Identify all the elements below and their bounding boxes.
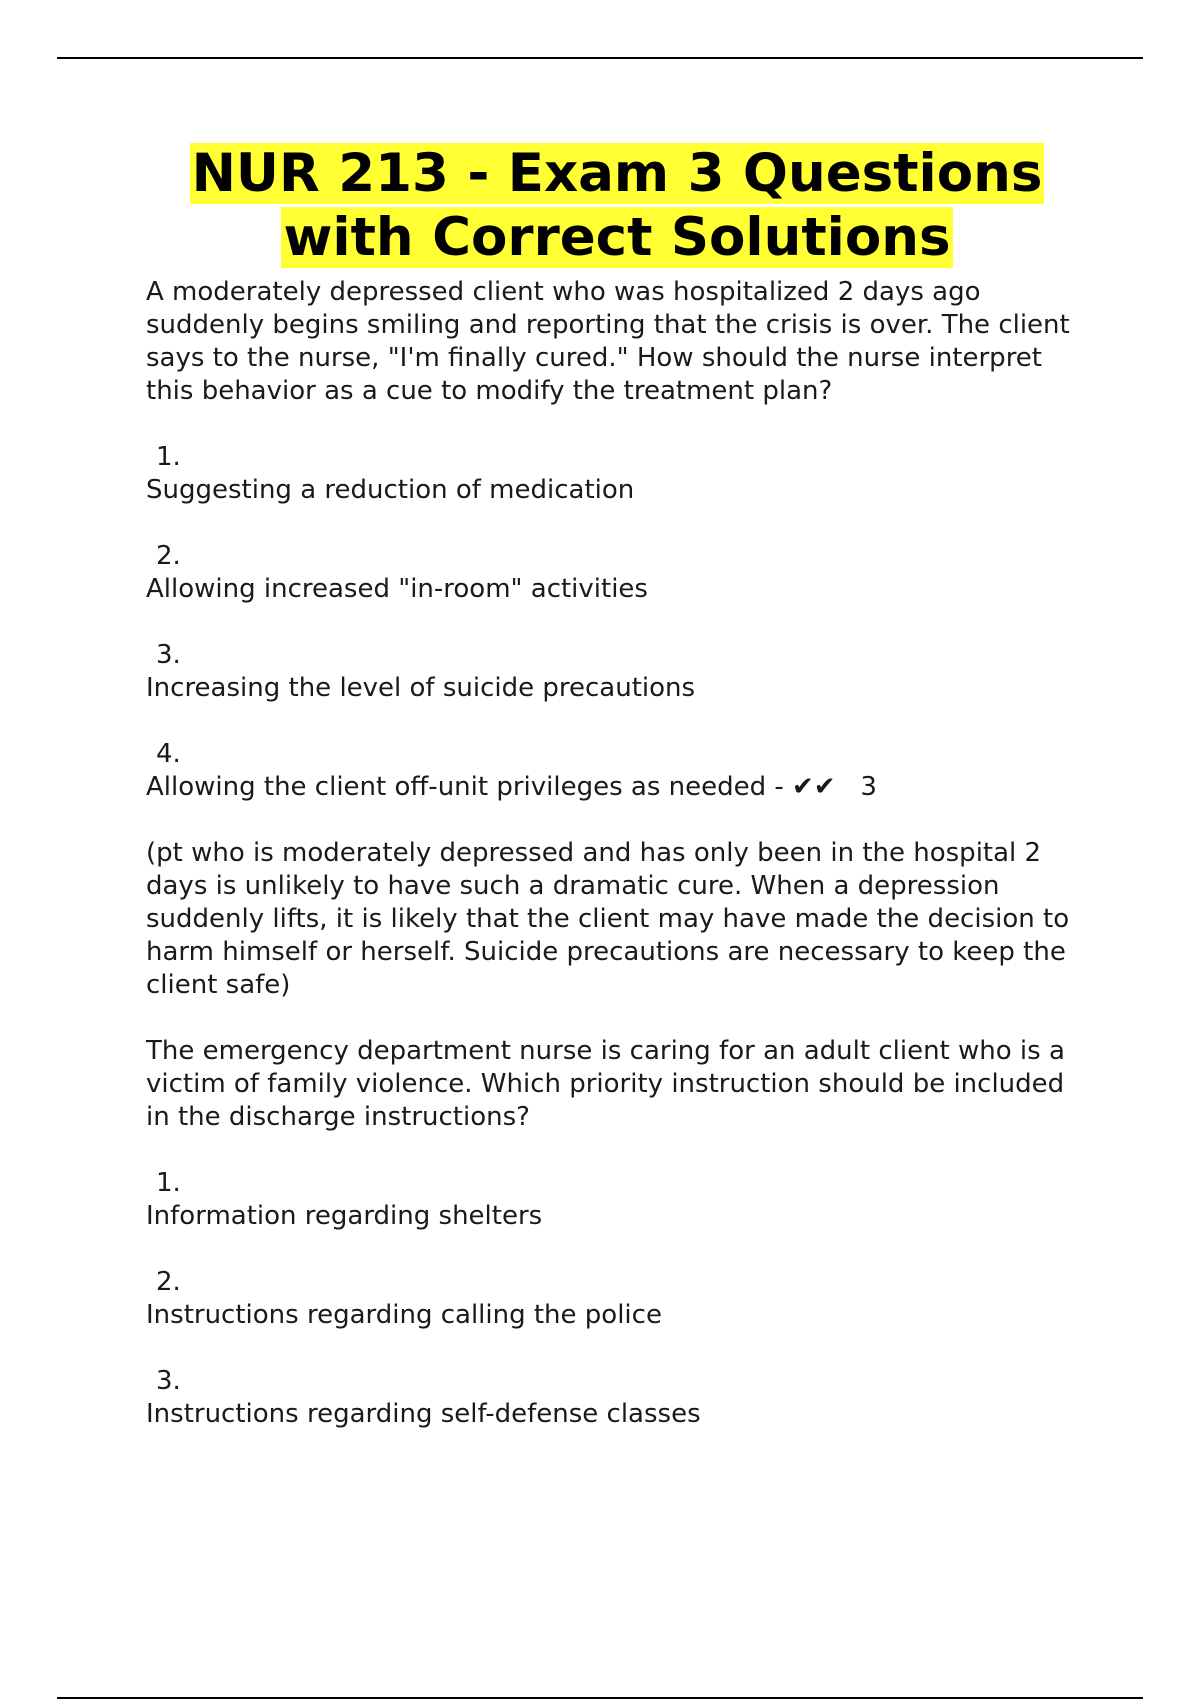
q1-option-1-number: 1.	[156, 442, 181, 472]
q2-option-3-text: Instructions regarding self-defense classes	[146, 1399, 701, 1429]
title-line-1: NUR 213 - Exam 3 Questions	[191, 143, 1043, 204]
q1-option-2-text: Allowing increased "in-room" activities	[146, 574, 648, 604]
q2-option-3-number: 3.	[156, 1366, 181, 1396]
document-title	[0, 142, 1200, 270]
question-1-rationale: (pt who is moderately depressed and has only been in the hospital 2 days is unlikely to have such a dramatic cure. When a depression suddenly lifts, it is likely that the client may have made the decision to harm himself or herself. Suicide precautions are necessary to keep the client safe)	[146, 838, 1070, 1000]
bottom-rule	[57, 1697, 1143, 1699]
question-1-stem: A moderately depressed client who was hospitalized 2 days ago suddenly begins smiling and reporting that the crisis is over. The client says to the nurse, "I'm finally cured." How should the nurse interpret this behavior as a cue to modify the treatment plan?	[146, 277, 1070, 406]
q1-option-4-text: Allowing the client off-unit privileges as needed -	[146, 772, 793, 802]
q2-option-1-number: 1.	[156, 1168, 181, 1198]
q2-option-2-number: 2.	[156, 1267, 181, 1297]
q1-answer: 3	[860, 772, 877, 802]
title-line-2: with Correct Solutions	[283, 207, 951, 268]
question-2-stem: The emergency department nurse is caring for an adult client who is a victim of family violence. Which priority instruction should be included in the discharge instructions?	[146, 1036, 1065, 1132]
q1-option-2-number: 2.	[156, 541, 181, 571]
q1-option-1-text: Suggesting a reduction of medication	[146, 475, 635, 505]
q2-option-1-text: Information regarding shelters	[146, 1201, 543, 1231]
answer-check-icon: ✔✔	[792, 772, 836, 802]
q1-option-4-number: 4.	[156, 739, 181, 769]
q1-option-3-number: 3.	[156, 640, 181, 670]
q2-option-2-text: Instructions regarding calling the police	[146, 1300, 662, 1330]
q1-option-3-text: Increasing the level of suicide precautions	[146, 673, 696, 703]
top-rule	[57, 57, 1143, 59]
document-body	[146, 276, 1096, 1431]
q1-option-4-line	[146, 771, 1096, 804]
